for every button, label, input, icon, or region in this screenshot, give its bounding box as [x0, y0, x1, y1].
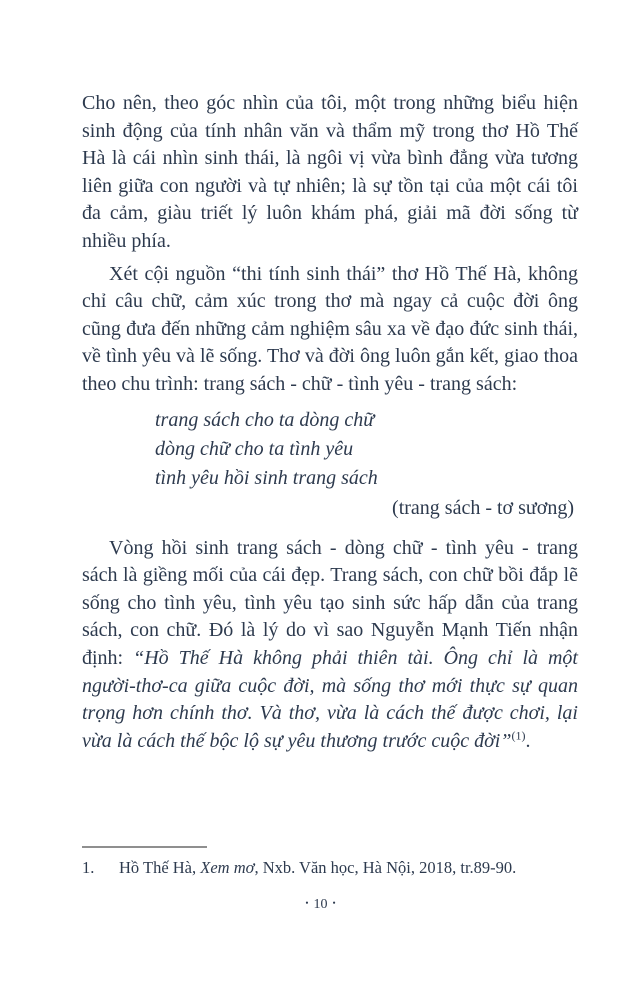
paragraph-conclusion — [82, 535, 578, 756]
page-number-value: 10 — [313, 897, 328, 912]
footnote-separator — [82, 846, 207, 848]
footnote-reference: (1) — [511, 728, 526, 743]
paragraph-intro: Cho nên, theo góc nhìn của tôi, một trong những biểu hiện sinh động của tính nhân văn và thẩm mỹ trong thơ Hồ Thế Hà là cái nhìn sinh thái, là ngôi vị vừa bình đẳng vừa tương liên giữa con người và tự nhiên; là sự tồn tại của một cái tôi đa cảm, giàu triết lý luôn khám phá, giải mã đời sống từ nhiều phía. — [82, 92, 578, 252]
page-number-right-dot: • — [332, 898, 336, 908]
page-number-left-dot: • — [305, 898, 309, 908]
verse-line-2: dòng chữ cho ta tình yêu — [155, 437, 354, 460]
footnote-marker: 1. — [82, 858, 95, 877]
body-text-block — [82, 90, 578, 760]
paragraph-conclusion-tail: . — [525, 729, 531, 752]
verse-block — [155, 406, 578, 493]
page-number — [0, 897, 641, 913]
verse-attribution: (trang sách - tơ sương) — [392, 496, 574, 519]
footnote-author: Hồ Thế Hà, — [119, 858, 201, 877]
footnote-entry — [82, 857, 578, 878]
paragraph-conclusion-lead: Vòng hồi sinh trang sách - dòng chữ - tình yêu - trang sách là giềng mối của cái đẹp. Trang sách, con chữ bồi đắp lẽ sống cho tình yêu, tình yêu tạo sinh sức hấp dẫn của trang sách, con chữ. Đó là lý do vì sao Nguyễn Mạnh Tiến nhận định: — [82, 536, 578, 669]
footnote-book-title: Xem mơ — [200, 858, 255, 877]
verse-line-1: trang sách cho ta dòng chữ — [155, 408, 375, 431]
verse-line-3: tình yêu hồi sinh trang sách — [155, 466, 378, 489]
footnote-publisher-info: , Nxb. Văn học, Hà Nội, 2018, tr.89-90. — [254, 858, 517, 877]
quoted-assessment: “Hồ Thế Hà không phải thiên tài. Ông chỉ là một người-thơ-ca giữa cuộc đời, mà sống thơ mới thực sự quan trọng hơn chính thơ. Và thơ, vừa là cách thế được chơi, lại vừa là cách thế bộc lộ sự yêu thương trước cuộc đời” — [82, 646, 578, 752]
footnote-area — [82, 846, 578, 878]
paragraph-origin: Xét cội nguồn “thi tính sinh thái” thơ Hồ Thế Hà, không chỉ câu chữ, cảm xúc trong thơ mà ngay cả cuộc đời ông cũng đưa đến những cảm nghiệm sâu xa về đạo đức sinh thái, về tình yêu và lẽ sống. Thơ và đời ông luôn gắn kết, giao thoa theo chu trình: trang sách - chữ - tình yêu - trang sách: — [82, 262, 578, 395]
